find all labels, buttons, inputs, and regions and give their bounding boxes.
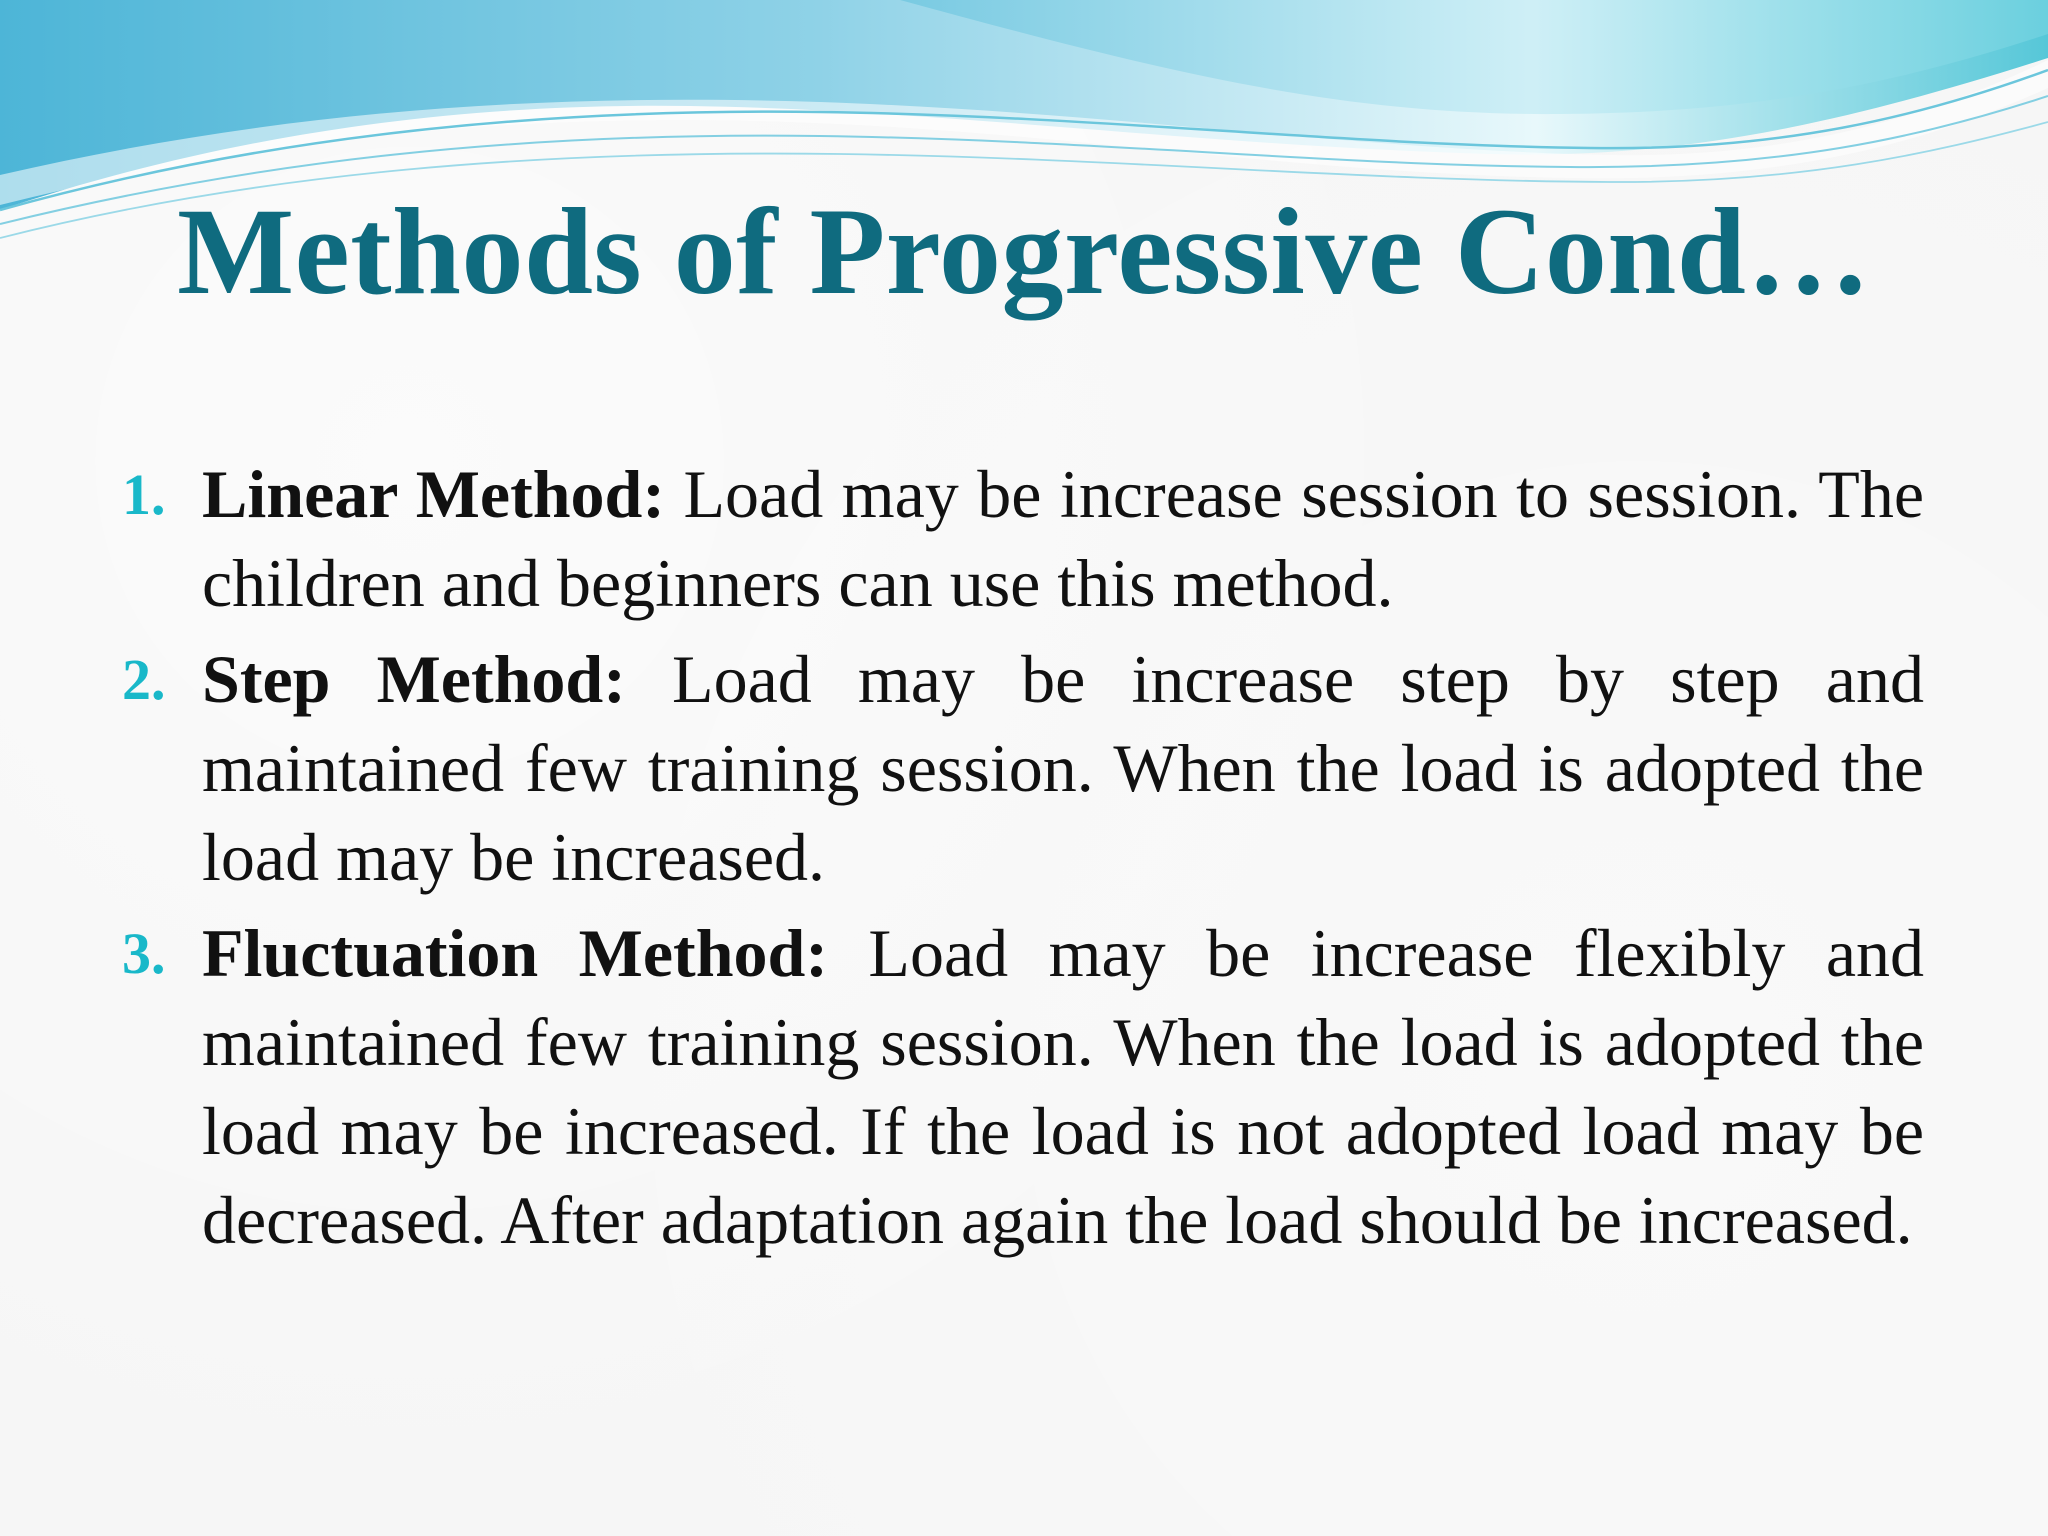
- method-term-step: Step Method:: [202, 641, 673, 717]
- list-number: 2.: [122, 647, 166, 712]
- slide-title: Methods of Progressive Cond…: [177, 183, 1871, 320]
- method-description-step: Load may be increase step by step and maintained few training session. When the load is adopted the load may be increased.: [202, 641, 1924, 895]
- list-number: 1.: [122, 462, 166, 527]
- method-term-linear: Linear Method:: [202, 456, 684, 532]
- method-description-linear: Load may be increase session to session. The children and beginners can use this method.: [202, 456, 1924, 621]
- list-item-step-method: [122, 635, 1924, 902]
- list-item-fluctuation-method: [122, 909, 1924, 1265]
- method-term-fluctuation: Fluctuation Method:: [202, 915, 869, 991]
- list-number: 3.: [122, 921, 166, 986]
- method-description-fluctuation: Load may be increase flexibly and maintained few training session. When the load is adopted the load may be increased. If the load is not adopted load may be decreased. After adaptation again the load should be increased.: [202, 915, 1924, 1258]
- methods-list: [122, 450, 1924, 1272]
- list-item-linear-method: [122, 450, 1924, 628]
